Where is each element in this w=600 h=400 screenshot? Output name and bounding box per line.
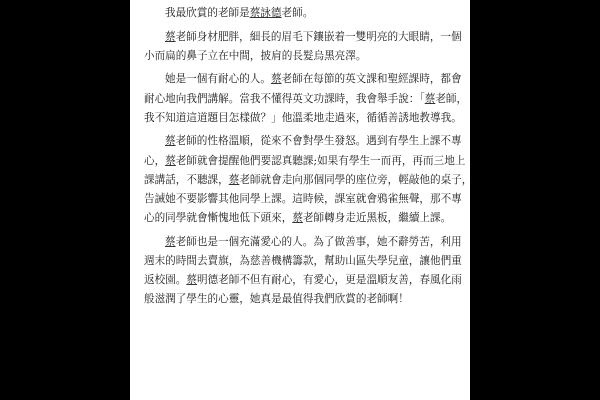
text-run: 老師身材肥胖，細長的眉毛下鑲嵌着一雙明亮的大眼睛，一個 — [175, 30, 462, 43]
text-run: 老師就會提醒他們要認真聽課;如果有學生一而再，再而三地上 — [175, 154, 466, 167]
text-line — [144, 109, 462, 128]
proper-name: 蔡 — [228, 173, 240, 186]
paragraph-3 — [144, 70, 468, 128]
text-line — [144, 47, 458, 66]
text-line — [144, 70, 462, 89]
paragraph-2 — [144, 28, 462, 66]
text-line — [144, 252, 462, 271]
paragraph-5 — [144, 233, 462, 310]
document-page — [130, 0, 473, 400]
text-line — [144, 209, 458, 228]
text-run: 老師也是一個充滿愛心的人。為了做善事，她不辭勞苦，利用 — [175, 235, 462, 248]
text-line — [144, 271, 462, 290]
text-run: 心， — [144, 154, 166, 167]
text-run: 小而扁的鼻子立在中間，披肩的長髮烏黑亮澤。 — [144, 49, 367, 62]
proper-name: 蔡 — [186, 274, 197, 287]
text-run: 課講話，不聽課， — [144, 173, 229, 186]
proper-name: 蔡 — [270, 73, 282, 86]
proper-name: 蔡 — [165, 30, 176, 43]
text-line — [144, 90, 468, 109]
text-line — [144, 190, 462, 209]
paragraph-1 — [144, 4, 458, 23]
text-run: 她是一個有耐心的人。 — [165, 73, 271, 86]
text-run: 老師在每節的英文課和聖經課時，都會 — [281, 73, 462, 86]
text-run: 告誡她不要影響其他同學上課。這時候，課室就會鴉雀無聲，那不專 — [144, 193, 462, 205]
text-run: 週末的時間去賣旗，為慈善機構籌款，幫助山區失學兒童，讓他們重 — [144, 255, 462, 267]
text-run: 老師。 — [281, 7, 314, 19]
proper-name: 蔡 — [165, 154, 176, 167]
text-line — [144, 132, 462, 151]
text-run: 老師的性格溫順，從來不會對學生發怒。遇到有學生上課不專 — [175, 135, 462, 148]
proper-name: 蔡 — [424, 92, 436, 105]
text-line — [144, 152, 466, 171]
text-run: 心的同學就會慚愧地低下頭來， — [144, 212, 293, 225]
text-line — [144, 28, 462, 47]
proper-name: 蔡 — [165, 135, 176, 148]
text-run: 老師， — [435, 92, 468, 105]
essay-body — [144, 4, 473, 314]
text-run: 般滋潤了學生的心靈，她真是最值得我們欣賞的老師啊！ — [144, 293, 409, 306]
text-run: 耐心地向我們講解。當我不懂得英文功課時，我會舉手說：「 — [144, 92, 425, 105]
text-line — [144, 4, 458, 23]
text-run: 我最欣賞的老師是 — [165, 7, 250, 19]
text-line — [144, 171, 473, 190]
text-run: 返校園。 — [144, 274, 187, 287]
paragraph-4 — [144, 132, 473, 228]
text-line — [144, 290, 458, 309]
text-run: 明德老師不但有耐心，有愛心，更是溫順友善，春風化雨 — [196, 274, 462, 287]
text-run: 老師就會走向那個同學的座位旁，輕敲他的桌子， — [239, 173, 473, 186]
proper-name: 蔡 — [292, 212, 303, 225]
text-run: 老師轉身走近黑板，繼續上課。 — [302, 212, 452, 225]
proper-name: 蔡詠德 — [249, 7, 282, 19]
text-line — [144, 233, 462, 252]
proper-name: 蔡 — [165, 235, 176, 248]
text-run: 我不知道這道題目怎樣做？」他溫柔地走過來，循循善誘地教導我。 — [144, 111, 462, 124]
